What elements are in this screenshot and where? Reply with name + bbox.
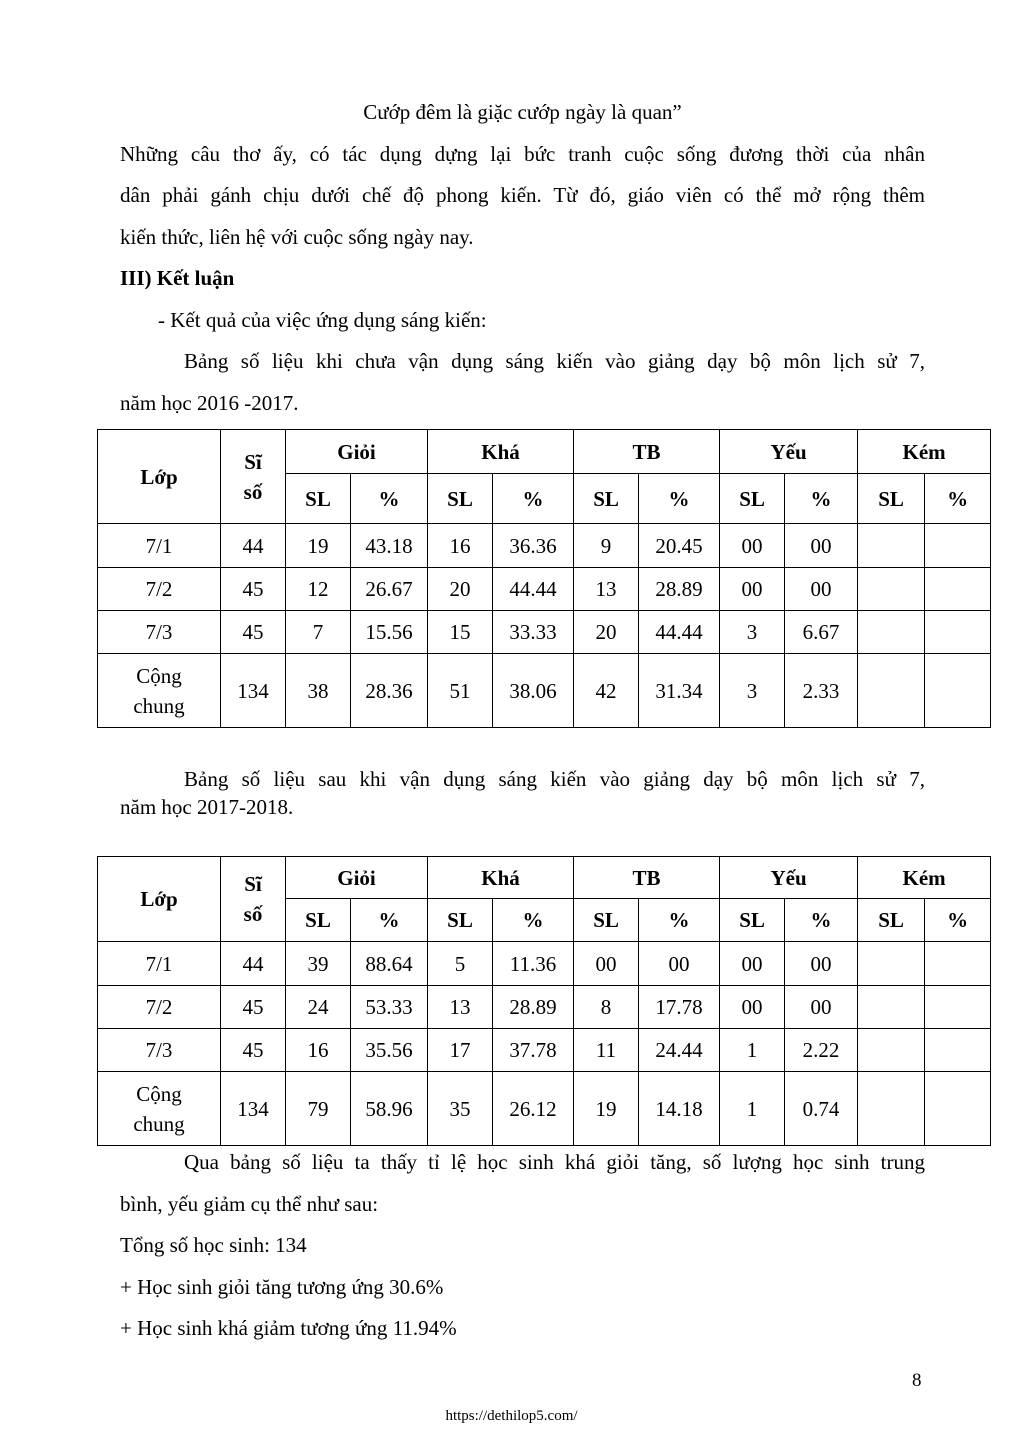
table2-caption: Bảng số liệu sau khi vận dụng sáng kiến vào giảng dạy bộ môn lịch sử 7,: [184, 767, 925, 791]
cell-kha-pct: 33.33: [493, 611, 574, 654]
header-pct: %: [639, 899, 720, 942]
poem-line: Cướp đêm là giặc cướp ngày là quan”: [363, 100, 682, 124]
cell-kem-pct: [925, 1072, 991, 1146]
cell-kem-pct: [925, 654, 991, 728]
total-students: Tổng số học sinh: 134: [120, 1233, 307, 1257]
header-kha: Khá: [428, 857, 574, 899]
cell-yeu-pct: 0.74: [785, 1072, 858, 1146]
cell-kem-pct: [925, 568, 991, 611]
cell-siso: 45: [221, 1029, 286, 1072]
header-tb: TB: [574, 857, 720, 899]
cell-tb-sl: 8: [574, 986, 639, 1029]
summary-line: bình, yếu giảm cụ thể như sau:: [120, 1192, 379, 1216]
cell-siso: 134: [221, 654, 286, 728]
cell-siso: 44: [221, 524, 286, 568]
cell-kha-sl: 16: [428, 524, 493, 568]
paragraph-line: dân phải gánh chịu dưới chế độ phong kiến. Từ đó, giáo viên có thể mở rộng thêm: [120, 183, 925, 207]
cell-kem-sl: [858, 986, 925, 1029]
cell-kha-sl: 17: [428, 1029, 493, 1072]
cell-siso: 45: [221, 568, 286, 611]
cell-kem-sl: [858, 1029, 925, 1072]
header-sl: SL: [286, 474, 351, 524]
cell-tb-sl: 11: [574, 1029, 639, 1072]
cell-lop: 7/1: [98, 942, 221, 986]
header-tb: TB: [574, 430, 720, 474]
cell-lop: 7/1: [98, 524, 221, 568]
summary-line: Qua bảng số liệu ta thấy tỉ lệ học sinh khá giỏi tăng, số lượng học sinh trung: [184, 1150, 925, 1174]
bullet-item: - Kết quả của việc ứng dụng sáng kiến:: [158, 308, 487, 332]
cell-yeu-sl: 3: [720, 654, 785, 728]
cell-kem-sl: [858, 611, 925, 654]
header-lop: Lớp: [98, 857, 221, 942]
cell-kha-sl: 5: [428, 942, 493, 986]
cell-gioi-sl: 39: [286, 942, 351, 986]
header-sl: SL: [858, 899, 925, 942]
cell-lop: 7/2: [98, 568, 221, 611]
cell-kha-sl: 15: [428, 611, 493, 654]
cell-kem-sl: [858, 1072, 925, 1146]
cell-gioi-sl: 79: [286, 1072, 351, 1146]
header-sl: SL: [720, 899, 785, 942]
cell-tb-sl: 9: [574, 524, 639, 568]
paragraph-line: kiến thức, liên hệ với cuộc sống ngày nay.: [120, 225, 474, 249]
cell-gioi-sl: 7: [286, 611, 351, 654]
cell-gioi-sl: 38: [286, 654, 351, 728]
header-pct: %: [785, 474, 858, 524]
paragraph-line: Những câu thơ ấy, có tác dụng dựng lại bức tranh cuộc sống đương thời của nhân: [120, 142, 925, 166]
cell-yeu-sl: 00: [720, 524, 785, 568]
table-row: [98, 1029, 991, 1072]
header-sl: SL: [286, 899, 351, 942]
header-pct: %: [493, 474, 574, 524]
cell-siso: 45: [221, 986, 286, 1029]
cell-yeu-sl: 3: [720, 611, 785, 654]
header-siso: Sĩ số: [221, 857, 286, 942]
cell-tb-pct: 14.18: [639, 1072, 720, 1146]
table-row: [98, 986, 991, 1029]
cell-tb-pct: 28.89: [639, 568, 720, 611]
header-pct: %: [925, 474, 991, 524]
header-sl: SL: [428, 474, 493, 524]
cell-yeu-sl: 1: [720, 1029, 785, 1072]
results-table-2017: [97, 856, 991, 1146]
cell-tb-pct: 31.34: [639, 654, 720, 728]
cell-gioi-pct: 28.36: [351, 654, 428, 728]
cell-kha-pct: 37.78: [493, 1029, 574, 1072]
cell-gioi-pct: 58.96: [351, 1072, 428, 1146]
cell-kha-pct: 36.36: [493, 524, 574, 568]
cell-tb-sl: 20: [574, 611, 639, 654]
cell-siso: 45: [221, 611, 286, 654]
cell-yeu-pct: 00: [785, 942, 858, 986]
gioi-increase: + Học sinh giỏi tăng tương ứng 30.6%: [120, 1275, 444, 1299]
table-row: [98, 568, 991, 611]
cell-kha-sl: 35: [428, 1072, 493, 1146]
cell-kem-pct: [925, 524, 991, 568]
cell-kem-sl: [858, 942, 925, 986]
cell-gioi-sl: 24: [286, 986, 351, 1029]
cell-tb-sl: 42: [574, 654, 639, 728]
header-kem: Kém: [858, 857, 991, 899]
cell-gioi-sl: 12: [286, 568, 351, 611]
header-sl: SL: [858, 474, 925, 524]
cell-kha-pct: 11.36: [493, 942, 574, 986]
header-pct: %: [351, 474, 428, 524]
header-pct: %: [639, 474, 720, 524]
cell-yeu-pct: 00: [785, 986, 858, 1029]
footer-url: https://dethilop5.com/: [445, 1408, 578, 1424]
cell-gioi-sl: 16: [286, 1029, 351, 1072]
cell-tb-sl: 19: [574, 1072, 639, 1146]
header-gioi: Giỏi: [286, 857, 428, 899]
table1-caption: Bảng số liệu khi chưa vận dụng sáng kiến vào giảng dạy bộ môn lịch sử 7,: [184, 349, 925, 373]
cell-kem-sl: [858, 568, 925, 611]
header-pct: %: [351, 899, 428, 942]
cell-yeu-pct: 00: [785, 524, 858, 568]
table-total-row: [98, 1072, 991, 1146]
header-pct: %: [493, 899, 574, 942]
cell-kem-sl: [858, 654, 925, 728]
header-pct: %: [925, 899, 991, 942]
cell-kha-pct: 38.06: [493, 654, 574, 728]
cell-tb-pct: 24.44: [639, 1029, 720, 1072]
table-row: [98, 611, 991, 654]
table2-caption: năm học 2017-2018.: [120, 795, 294, 819]
cell-lop: 7/3: [98, 1029, 221, 1072]
cell-lop-total: Cộng chung: [98, 1072, 221, 1146]
cell-kem-pct: [925, 1029, 991, 1072]
cell-gioi-pct: 26.67: [351, 568, 428, 611]
cell-kem-pct: [925, 942, 991, 986]
cell-yeu-pct: 2.22: [785, 1029, 858, 1072]
cell-kem-sl: [858, 524, 925, 568]
header-sl: SL: [574, 474, 639, 524]
table-total-row: [98, 654, 991, 728]
header-yeu: Yếu: [720, 430, 858, 474]
header-sl: SL: [574, 899, 639, 942]
header-siso: Sĩ số: [221, 430, 286, 524]
kha-decrease: + Học sinh khá giảm tương ứng 11.94%: [120, 1316, 457, 1340]
header-lop: Lớp: [98, 430, 221, 524]
cell-yeu-sl: 00: [720, 568, 785, 611]
cell-tb-sl: 13: [574, 568, 639, 611]
table-row: [98, 524, 991, 568]
cell-kha-pct: 28.89: [493, 986, 574, 1029]
results-table-2016: [97, 429, 991, 728]
cell-kha-pct: 44.44: [493, 568, 574, 611]
header-kem: Kém: [858, 430, 991, 474]
cell-gioi-pct: 15.56: [351, 611, 428, 654]
table1-caption: năm học 2016 -2017.: [120, 391, 299, 415]
cell-gioi-pct: 35.56: [351, 1029, 428, 1072]
cell-tb-pct: 00: [639, 942, 720, 986]
header-kha: Khá: [428, 430, 574, 474]
cell-lop: 7/2: [98, 986, 221, 1029]
cell-lop: 7/3: [98, 611, 221, 654]
cell-tb-pct: 17.78: [639, 986, 720, 1029]
cell-yeu-pct: 00: [785, 568, 858, 611]
header-sl: SL: [720, 474, 785, 524]
cell-kha-sl: 13: [428, 986, 493, 1029]
cell-tb-pct: 20.45: [639, 524, 720, 568]
cell-gioi-sl: 19: [286, 524, 351, 568]
page-number: 8: [912, 1370, 922, 1391]
cell-kha-pct: 26.12: [493, 1072, 574, 1146]
cell-lop-total: Cộng chung: [98, 654, 221, 728]
cell-gioi-pct: 43.18: [351, 524, 428, 568]
cell-siso: 44: [221, 942, 286, 986]
cell-yeu-sl: 00: [720, 986, 785, 1029]
table-row: [98, 942, 991, 986]
cell-gioi-pct: 88.64: [351, 942, 428, 986]
cell-yeu-pct: 2.33: [785, 654, 858, 728]
cell-kem-pct: [925, 986, 991, 1029]
header-yeu: Yếu: [720, 857, 858, 899]
cell-tb-pct: 44.44: [639, 611, 720, 654]
cell-tb-sl: 00: [574, 942, 639, 986]
header-sl: SL: [428, 899, 493, 942]
cell-yeu-pct: 6.67: [785, 611, 858, 654]
header-pct: %: [785, 899, 858, 942]
cell-kem-pct: [925, 611, 991, 654]
cell-kha-sl: 20: [428, 568, 493, 611]
cell-kha-sl: 51: [428, 654, 493, 728]
cell-yeu-sl: 00: [720, 942, 785, 986]
cell-yeu-sl: 1: [720, 1072, 785, 1146]
cell-gioi-pct: 53.33: [351, 986, 428, 1029]
section-heading: III) Kết luận: [120, 266, 235, 290]
cell-siso: 134: [221, 1072, 286, 1146]
header-gioi: Giỏi: [286, 430, 428, 474]
